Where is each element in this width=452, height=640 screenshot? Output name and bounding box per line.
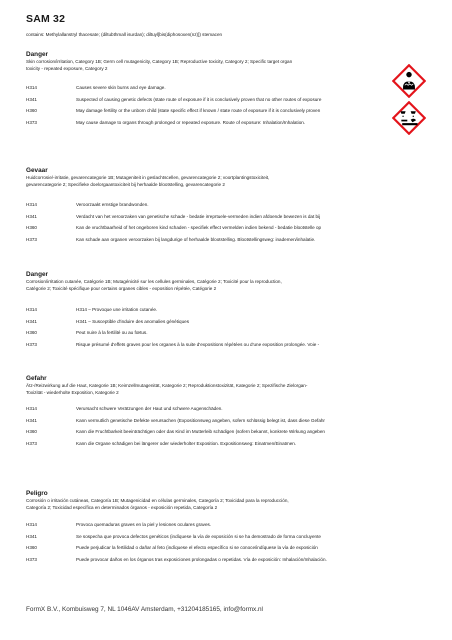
hazard-statement <box>26 85 438 97</box>
hazard-statement <box>26 120 438 132</box>
hazard-statement <box>26 307 438 319</box>
hazard-text: Causes severe skin burns and eye damage. <box>76 85 166 90</box>
hazard-text: Kann vermutlich genetische Defekte verursachen (Expositionsweg angeben, sofern schlüssig belegt ist, dass diese Gefahr <box>76 417 325 423</box>
hazard-statement <box>26 418 438 430</box>
hazard-text: May damage fertility or the unborn child (state specific effect if known / state route of exposure if it is conclusively proven <box>76 108 321 114</box>
hazard-code: H341 <box>26 533 37 539</box>
hazard-text: Se sospecha que provoca defectos genéticos (indíquese la vía de exposición si se ha demostrado de forma concluyente <box>76 533 321 539</box>
hazard-text: Suspected of causing genetic defects (state route of exposure if it is conclusively proven that no other routes of exposure <box>76 96 322 102</box>
hazard-code: H341 <box>26 96 37 102</box>
hazard-statement <box>26 97 438 109</box>
hazard-code: H373 <box>26 341 37 347</box>
hazard-code: H341 <box>26 318 37 324</box>
hazard-classification <box>26 175 438 188</box>
signal-word: Peligro <box>26 490 48 497</box>
classification-line: gevarencategorie 2; Specifieke doelorgaantoxiciteit bij herhaalde blootstelling, gevarencategorie 2 <box>26 181 225 187</box>
hazard-text: Peut nuire à la fertilité ou au fœtus. <box>76 330 148 336</box>
hazard-statement <box>26 545 438 557</box>
hazard-code: H360 <box>26 225 37 231</box>
hazard-text: H314 – Provoque une irritation cutanée. <box>76 307 158 312</box>
hazard-code: H360 <box>26 108 37 114</box>
hazard-statement <box>26 557 438 569</box>
classification-line: Huidcorrosie/-irritatie, gevarencategorie 1B; Mutageniteit in geslachtscellen, gevarencategorie 2; voortplantingstoxiciteit, <box>26 175 270 180</box>
hazard-statement <box>26 406 438 418</box>
supplier-footer: FormX B.V., Kombuisweg 7, NL 1046AV Amsterdam, +31204185165, info@formx.nl <box>26 606 263 613</box>
hazard-code: H360 <box>26 545 37 551</box>
hazard-section-en <box>26 51 438 131</box>
classification-line: Corrosión o irritación cutáneas, Categoría 1B; Mutagenicidad en células germinales, Categoría 2; Toxicidad para la reproducción, <box>26 498 289 503</box>
hazard-code: H360 <box>26 429 37 435</box>
hazard-statement-list <box>26 85 438 131</box>
classification-line: Categoría 2; Toxicidad específica en determinados órganos - exposición repetida, Categoría 2 <box>26 504 218 510</box>
classification-line: Skin corrosion/irritation, Category 1B; Germ cell mutagenicity, Category 1B; Reproductive toxicity, Category 2; Specific target organ <box>26 59 293 64</box>
hazard-statement <box>26 202 438 214</box>
classification-line: Catégorie 2; Toxicité spécifique pour certains organes cibles - exposition répétée, Catégorie 2 <box>26 285 217 291</box>
hazard-statement <box>26 534 438 546</box>
hazard-code: H360 <box>26 330 37 336</box>
hazard-code: H314 <box>26 85 37 90</box>
hazard-text: Kann die Fruchtbarkeit beeinträchtigen oder das Kind im Mutterleib schädigen (sofern bekannt, konkrete Wirkung angeben <box>76 429 325 435</box>
hazard-text: May cause damage to organs through prolonged or repeated exposure. Route of exposure: Inhalation/Inhalation. <box>76 119 306 125</box>
hazard-code: H314 <box>26 522 37 527</box>
hazard-classification <box>26 279 438 292</box>
signal-word: Danger <box>26 51 49 58</box>
hazard-statement <box>26 214 438 226</box>
hazard-text: Puede provocar daños en los órganos tras exposiciones prolongadas o repetidas. Vía de exposición: Inhalación/Inhalación. <box>76 556 327 562</box>
hazard-statement <box>26 108 438 120</box>
hazard-statement <box>26 522 438 534</box>
hazard-section-fr <box>26 271 438 353</box>
hazard-code: H314 <box>26 202 37 207</box>
hazard-statement-list <box>26 202 438 248</box>
hazard-text: H341 – Susceptible d'induire des anomalies génétiques <box>76 318 189 324</box>
product-title: SAM 32 <box>26 13 66 25</box>
hazard-statement-list <box>26 406 438 452</box>
hazard-section-de <box>26 375 438 452</box>
hazard-section-es <box>26 490 438 568</box>
hazard-classification <box>26 383 438 396</box>
classification-line: Ätz-/Reizwirkung auf die Haut, Kategorie 1B; Keimzellmutagenität, Kategorie 2; Reproduktionstoxizität, Kategorie 2; Spezifische Zielorgan- <box>26 383 308 388</box>
hazard-code: H341 <box>26 417 37 423</box>
hazard-statement-list <box>26 522 438 568</box>
signal-word: Danger <box>26 271 49 278</box>
hazard-statement <box>26 441 438 453</box>
hazard-code: H373 <box>26 236 37 242</box>
hazard-code: H341 <box>26 213 37 219</box>
hazard-statement <box>26 342 438 354</box>
classification-line: toxicity - repeated exposure, Category 2 <box>26 65 108 71</box>
hazard-statement <box>26 330 438 342</box>
hazard-statement-list <box>26 307 438 353</box>
hazard-code: H373 <box>26 440 37 446</box>
signal-word: Gefahr <box>26 375 47 382</box>
hazard-text: Puede perjudicar la fertilidad o dañar al feto (indíquese el efecto específico si se conoce/indíquese la vía de exposición <box>76 545 318 551</box>
hazard-code: H373 <box>26 556 37 562</box>
hazard-text: Risque présumé d'effets graves pour les organes à la suite d'expositions répétées ou d'une exposition prolongée. Voie - <box>76 341 320 347</box>
hazard-text: Kan de vruchtbaarheid of het ongeboren kind schaden - specifiek effect vermelden indien bekend - bedatie blootstelle op <box>76 225 322 231</box>
hazard-text: Kan schade aan organen veroorzaken bij langdurige of herhaalde blootstelling. Blootstellingsweg: inademen/inhalatie. <box>76 236 316 242</box>
classification-line: Corrosion/irritation cutanée, Catégorie 1B; Mutagénicité sur les cellules germinales, Catégorie 2; Toxicité pour la reproduction, <box>26 279 282 284</box>
hazard-statement <box>26 319 438 331</box>
hazard-classification <box>26 498 438 511</box>
signal-word: Gevaar <box>26 167 48 174</box>
hazard-text: Veroorzaakt ernstige brandwonden. <box>76 202 149 207</box>
hazard-classification <box>26 59 438 72</box>
hazard-code: H373 <box>26 119 37 125</box>
hazard-text: Kann die Organe schädigen bei längerer oder wiederholter Exposition. Expositionsweg: Einatmen/Einatmen. <box>76 440 297 446</box>
contains-line: contains: Methylallanstryl thacesate; (diltubthmall isurdan); diltuyl[bis(diphosoxen(nz)]) stemacen <box>26 32 223 37</box>
hazard-text: Verursacht schwere Verätzungen der Haut und schwere Augenschäden. <box>76 406 223 411</box>
hazard-code: H314 <box>26 406 37 411</box>
hazard-code: H314 <box>26 307 37 312</box>
hazard-section-nl <box>26 167 438 248</box>
hazard-statement <box>26 225 438 237</box>
hazard-statement <box>26 429 438 441</box>
hazard-text: Provoca quemaduras graves en la piel y lesiones oculares graves. <box>76 522 212 527</box>
hazard-statement <box>26 237 438 249</box>
classification-line: Toxizität - wiederholte Exposition, Kategorie 2 <box>26 389 119 395</box>
hazard-text: Verdacht van het veroorzaken van genetische schade - bedatie irreprtuele-vermeden indien afdoende bewezen is dat bij <box>76 213 321 219</box>
